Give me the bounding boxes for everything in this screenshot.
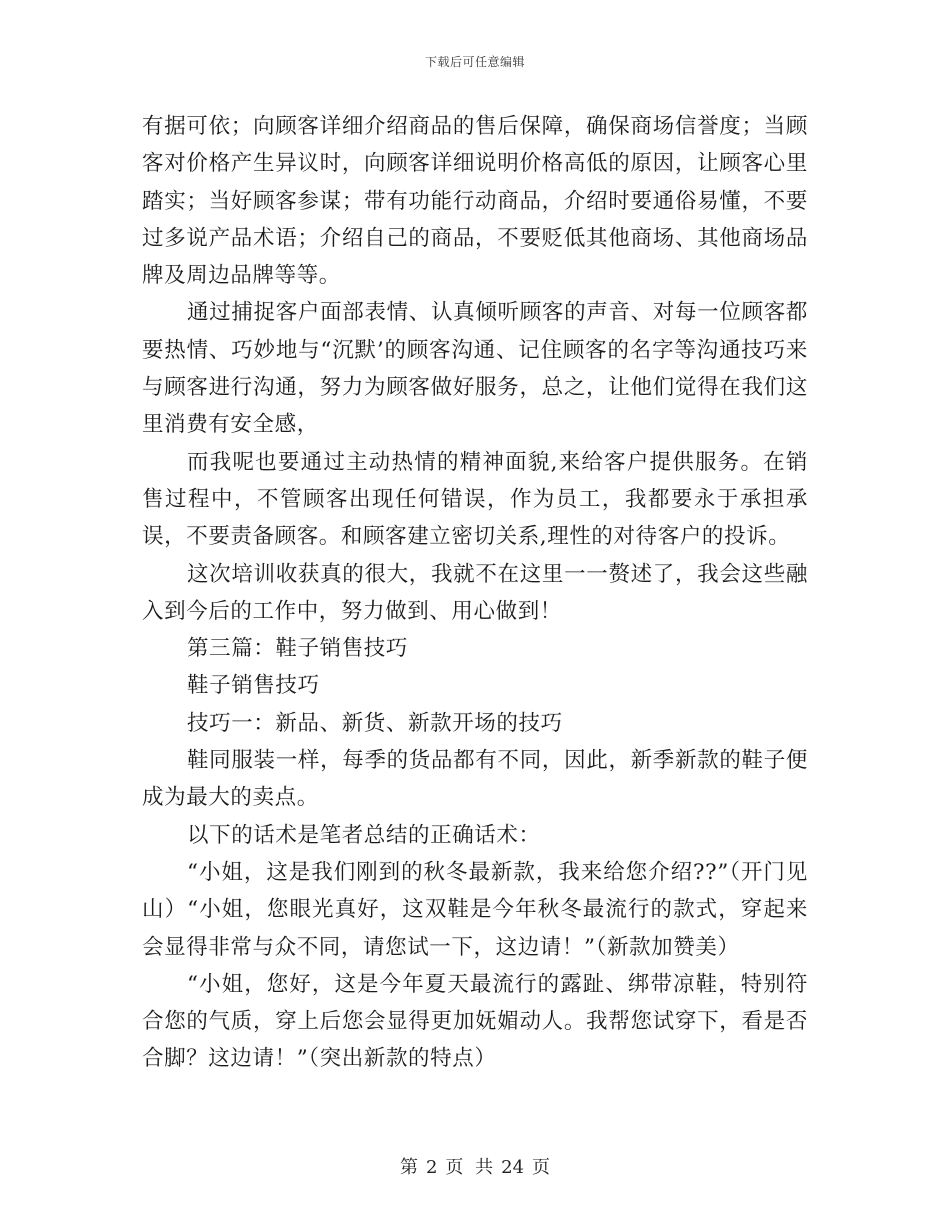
page-header: 下载后可任意编辑 bbox=[424, 55, 525, 69]
section-title: 鞋子销售技巧 bbox=[187, 673, 320, 699]
document-body bbox=[142, 108, 808, 1078]
page-number: 2 bbox=[425, 1157, 438, 1178]
section-heading: 第三篇：鞋子销售技巧 bbox=[187, 636, 409, 662]
subsection-heading: 技巧一：新品、新货、新款开场的技巧 bbox=[187, 710, 563, 736]
page-footer-suffix: 页 bbox=[532, 1157, 551, 1178]
paragraph: 鞋同服装一样，每季的货品都有不同，因此，新季新款的鞋子便成为最大的卖点。 bbox=[142, 748, 808, 811]
page-total: 24 bbox=[501, 1157, 525, 1178]
paragraph: “小姐，这是我们刚到的秋冬最新款，我来给您介绍??”（开门见山）“小姐，您眼光真好，这双鞋是今年秋冬最流行的款式，穿起来会显得非常与众不同，请您试一下，这边请！”（新款加赞美） bbox=[142, 859, 808, 960]
paragraph: 这次培训收获真的很大，我就不在这里一一赘述了，我会这些融入到今后的工作中，努力做到、用心做到！ bbox=[142, 561, 808, 624]
paragraph: 以下的话术是笔者总结的正确话术： bbox=[187, 822, 541, 848]
paragraph: “小姐，您好，这是今年夏天最流行的露趾、绑带凉鞋，特别符合您的气质，穿上后您会显得更加妩媚动人。我帮您试穿下，看是否合脚？这边请！”（突出新款的特点） bbox=[142, 971, 808, 1072]
paragraph: 通过捕捉客户面部表情、认真倾听顾客的声音、对每一位顾客都要热情、巧妙地与“沉默’的顾客沟通、记住顾客的名字等沟通技巧来与顾客进行沟通，努力为顾客做好服务，总之，让他们觉得在我们这里消费有安全感， bbox=[142, 300, 808, 438]
paragraph: 而我呢也要通过主动热情的精神面貌,来给客户提供服务。在销售过程中，不管顾客出现任何错误，作为员工，我都要永于承担承误，不要责备顾客。和顾客建立密切关系,理性的对待客户的投诉。 bbox=[142, 449, 808, 550]
page-footer bbox=[0, 1153, 950, 1179]
paragraph: 有据可依；向顾客详细介绍商品的售后保障，确保商场信誉度；当顾客对价格产生异议时，向顾客详细说明价格高低的原因，让顾客心里踏实；当好顾客参谋；带有功能行动商品，介绍时要通俗易懂，不要过多说产品术语；介绍自己的商品，不要贬低其他商场、其他商场品牌及周边品牌等等。 bbox=[142, 114, 808, 289]
page-footer-prefix: 第 bbox=[399, 1157, 418, 1178]
page-footer-mid: 页 共 bbox=[445, 1157, 494, 1178]
